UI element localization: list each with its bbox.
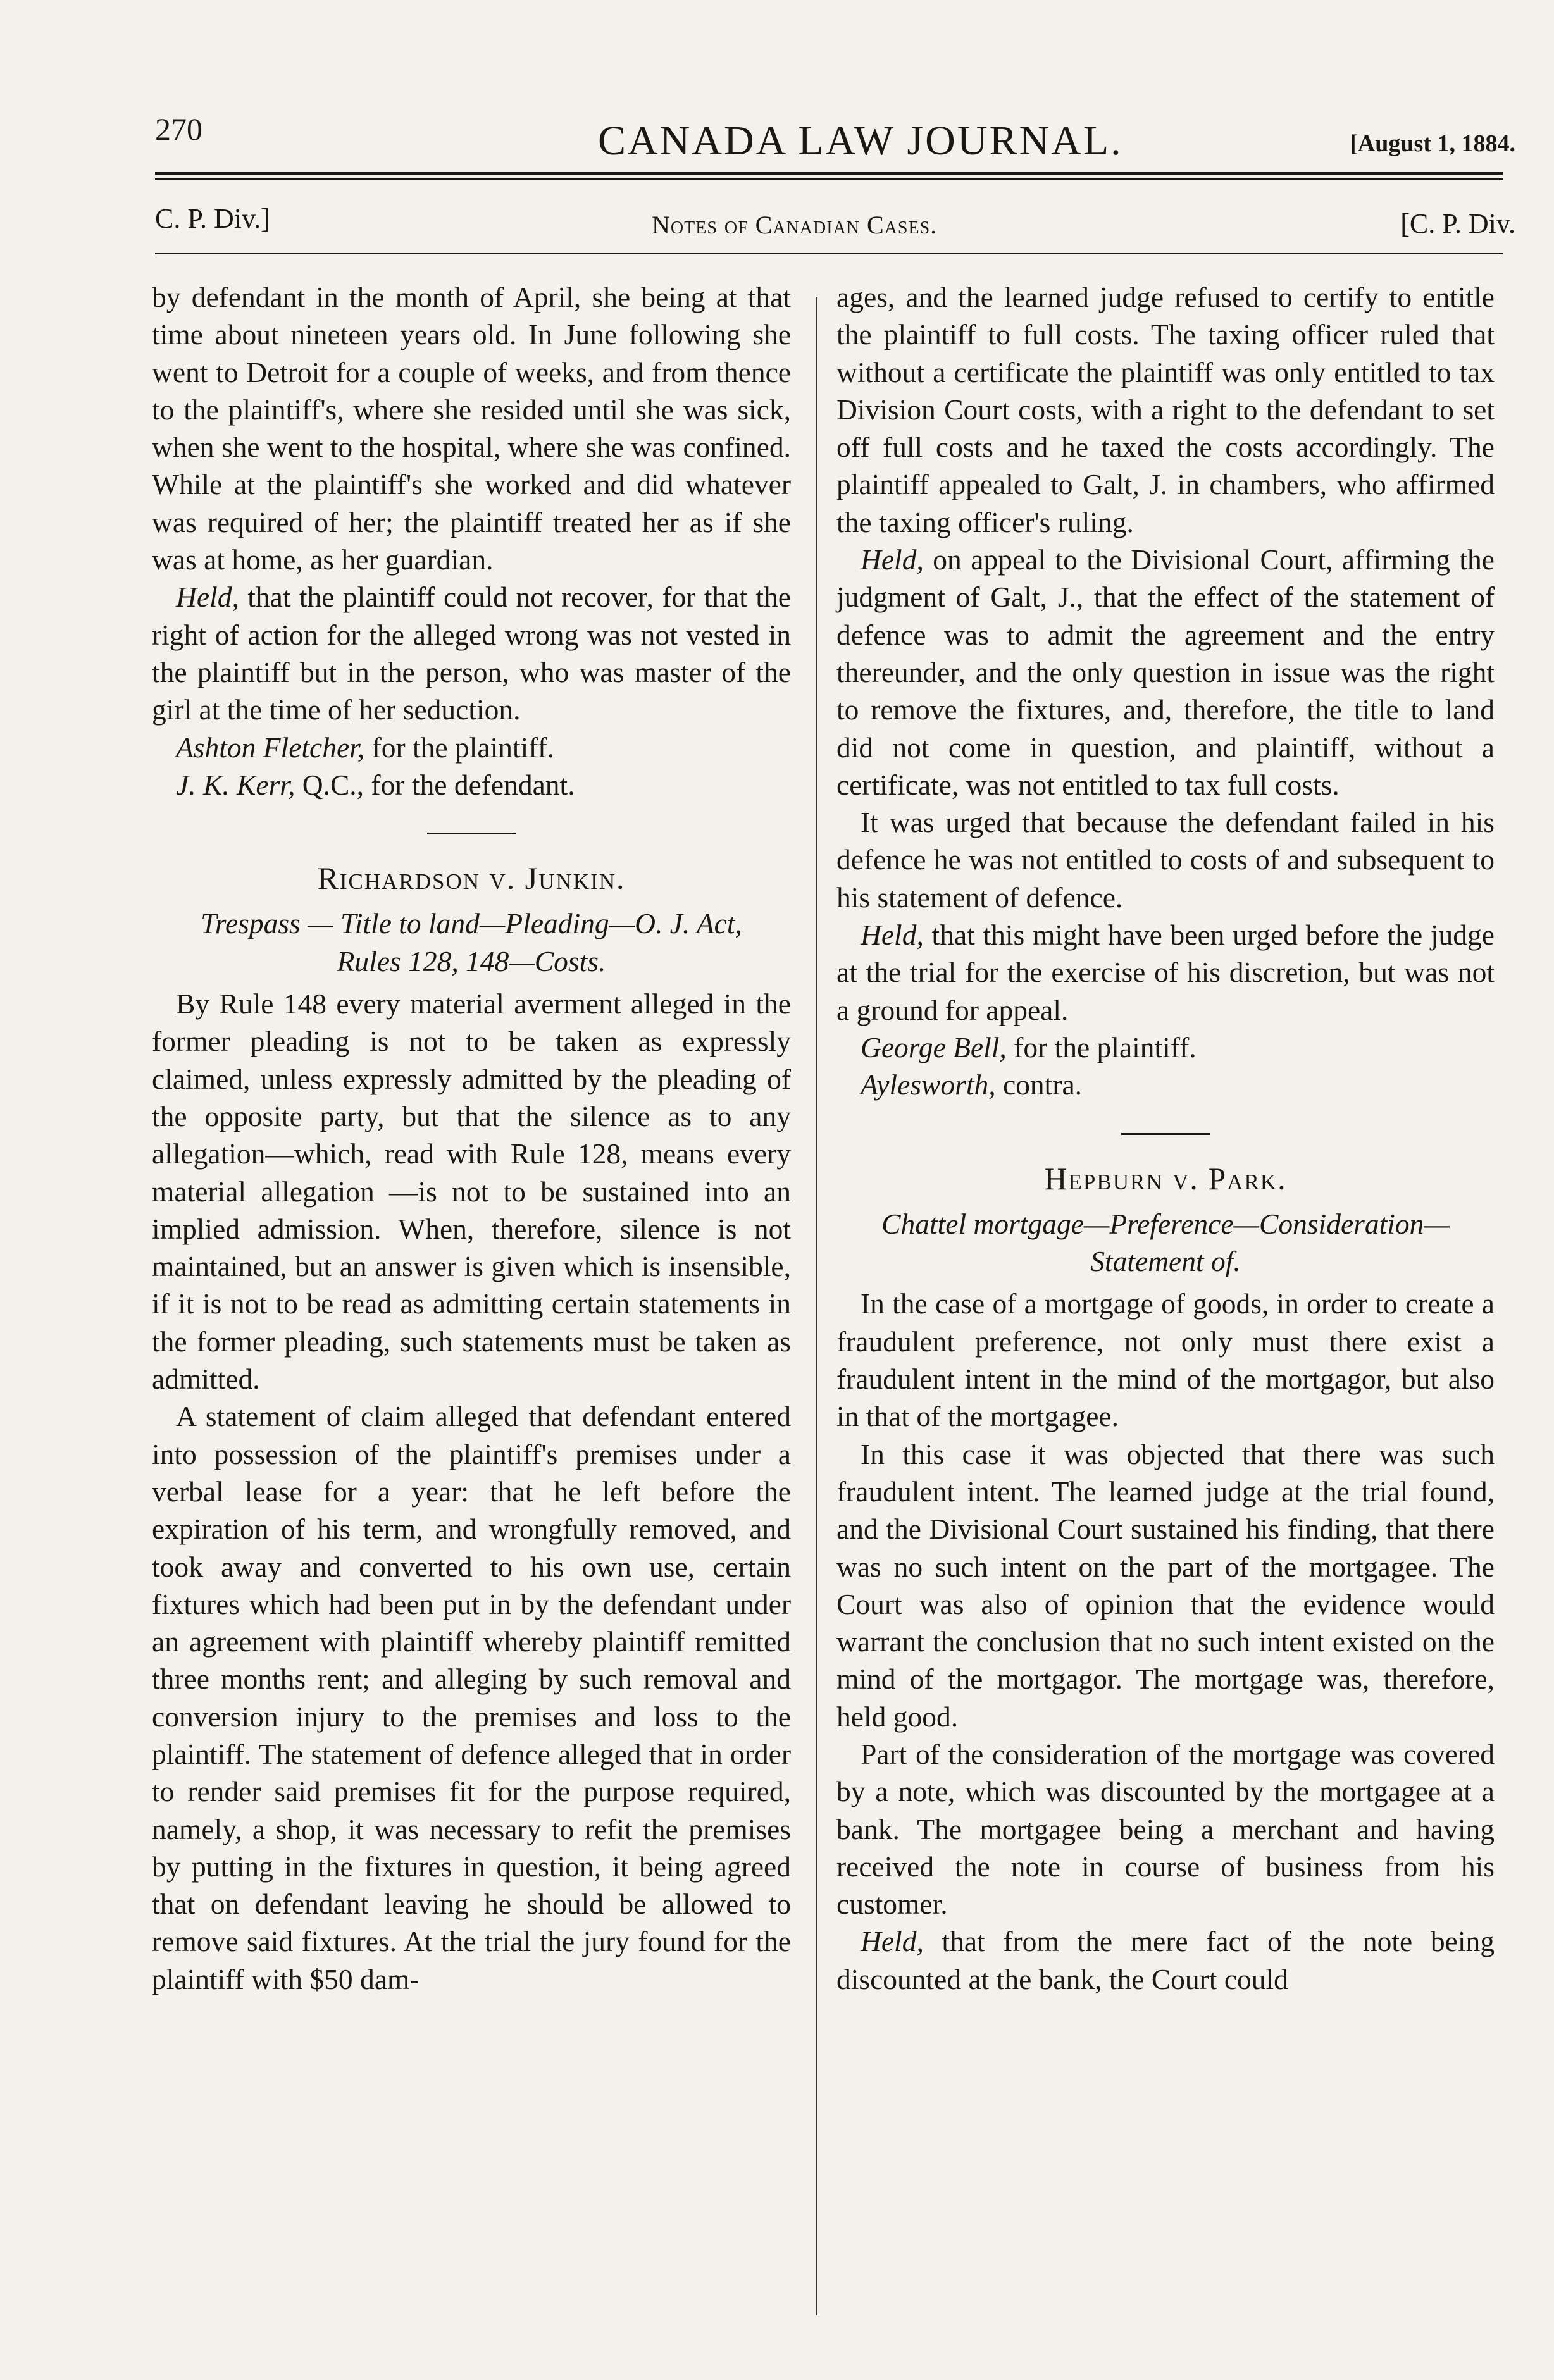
section-label-left: C. P. Div.] [155, 203, 270, 234]
counsel-role: Q.C., for the defendant. [295, 768, 575, 801]
counsel-name: Aylesworth, [861, 1069, 996, 1101]
paragraph: It was urged that because the defendant failed in his defence he was not entitled to costs of and subsequent to his statement of defence. [836, 806, 1495, 914]
held-label: Held, [861, 1925, 924, 1958]
held-text: that this might have been urged before the judge at the trial for the exercise of his discretion, but was not a ground for appeal. [836, 919, 1495, 1026]
case-separator [427, 833, 516, 834]
counsel-name: Ashton Fletcher, [176, 731, 365, 764]
section-rule [155, 253, 1503, 254]
headnote-line: Statement of. [1090, 1245, 1241, 1278]
held-text: on appeal to the Divisional Court, affirming the judgment of Galt, J., that the effect of the statement of defence was to admit the agreement and the entry thereunder, and the only question in issue was the right to remove the fixtures, and, therefore, the title to land did not come in question, and plaintiff, without a certificate, was not entitled to tax full costs. [836, 543, 1495, 801]
held-text: that from the mere fact of the note being discounted at the bank, the Court could [836, 1925, 1495, 1995]
counsel-line [836, 1029, 1495, 1066]
header-rule-bottom [155, 178, 1503, 180]
counsel-name: George Bell, [861, 1031, 1007, 1063]
held-paragraph [836, 541, 1495, 803]
counsel-line [152, 766, 791, 803]
paragraph: ages, and the learned judge refused to certify to entitle the plaintiff to full costs. The taxing officer ruled that without a certificate the plaintiff was only entitled to tax Division Court costs, with a right to the defendant to set off full costs and he taxed the costs accordingly. The plaintiff appealed to Galt, J. in chambers, who affirmed the taxing officer's ruling. [836, 281, 1495, 538]
counsel-name: J. K. Kerr, [176, 768, 295, 801]
case-headnote [152, 905, 791, 980]
counsel-line [152, 729, 791, 766]
paragraph: In the case of a mortgage of goods, in order to create a fraudulent preference, not only must there exist a fraudulent intent in the mind of the mortgagor, but also in that of the mortgagee. [836, 1287, 1495, 1433]
case-title: Richardson v. Junkin. [317, 860, 626, 896]
section-label-center: Notes of Canadian Cases. [652, 211, 938, 239]
paragraph: A statement of claim alleged that defendant entered into possession of the plaintiff's premises under a verbal lease for a year: that he left before the expiration of his term, and wrongfully removed, and took away and converted to his own use, certain fixtures which had been put in by the defendant under an agreement with plaintiff whereby plaintiff remitted three months rent; and alleging by such removal and conversion injury to the premises and loss to the plaintiff. The statement of defence alleged that in order to render said premises fit for the purpose required, namely, a shop, it was necessary to refit the premises by putting in the fixtures in question, it being agreed that on defendant leaving he should be allowed to remove said fixtures. At the trial the jury found for the plaintiff with $50 dam- [152, 1400, 791, 1995]
page-number: 270 [155, 111, 202, 147]
counsel-line [836, 1066, 1495, 1103]
paragraph: In this case it was objected that there was such fraudulent intent. The learned judge at the trial found, and the Divisional Court sustained his finding, that there was no such intent on the part of the mortgagee. The Court was also of opinion that the evidence would warrant the conclusion that no such intent existed on the mind of the mortgagor. The mortgage was, therefore, held good. [836, 1437, 1495, 1733]
paragraph: by defendant in the month of April, she being at that time about nineteen years old. In June following she went to Detroit for a couple of weeks, and from thence to the plaintiff's, where she resided until she was sick, when she went to the hospital, where she was confined. While at the plaintiff's she worked and did whatever was required of her; the plaintiff treated her as if she was at home, as her guardian. [152, 281, 791, 576]
section-label-right: [C. P. Div. [1400, 208, 1515, 239]
headnote-line: Chattel mortgage—Preference—Consideration— [881, 1207, 1450, 1240]
case-separator [1121, 1133, 1210, 1135]
right-column [836, 278, 1495, 1998]
held-label: Held, [861, 543, 924, 576]
left-column [152, 278, 791, 1998]
issue-date: [August 1, 1884. [1350, 130, 1515, 157]
held-paragraph [152, 578, 791, 728]
case-title: Hepburn v. Park. [1044, 1160, 1287, 1196]
running-head [155, 111, 1515, 168]
headnote-line: Rules 128, 148—Costs. [337, 945, 606, 977]
counsel-role: for the plaintiff. [1006, 1031, 1197, 1063]
headnote-line: Trespass — Title to land—Pleading—O. J. Act, [201, 907, 742, 940]
held-text: that the plaintiff could not recover, for that the right of action for the alleged wrong was not vested in the plaintiff but in the person, who was master of the girl at the time of her seduction. [152, 581, 791, 726]
held-label: Held, [176, 581, 239, 614]
counsel-role: for the plaintiff. [364, 731, 555, 764]
section-head [155, 202, 1515, 247]
paragraph: By Rule 148 every material averment alleged in the former pleading is not to be taken as expressly claimed, unless expressly admitted by the pleading of the opposite party, but that the silence as to any allegation—which, read with Rule 128, means every material allegation —is not to be sustained into an implied admission. When, therefore, silence is not maintained, but an answer is given which is insensible, if it is not to be read as admitting certain statements in the former pleading, such statements must be taken as admitted. [152, 988, 791, 1396]
case-headnote [836, 1205, 1495, 1280]
journal-title: CANADA LAW JOURNAL. [598, 118, 1123, 164]
held-label: Held, [861, 919, 924, 951]
column-divider [816, 297, 817, 2315]
header-rule-top [155, 172, 1503, 175]
paragraph: Part of the consideration of the mortgage was covered by a note, which was discounted by the mortgagee at a bank. The mortgagee being a merchant and having received the note in course of business from his customer. [836, 1737, 1495, 1921]
held-paragraph [836, 916, 1495, 1029]
held-paragraph [836, 1923, 1495, 1998]
counsel-role: contra. [995, 1069, 1083, 1101]
